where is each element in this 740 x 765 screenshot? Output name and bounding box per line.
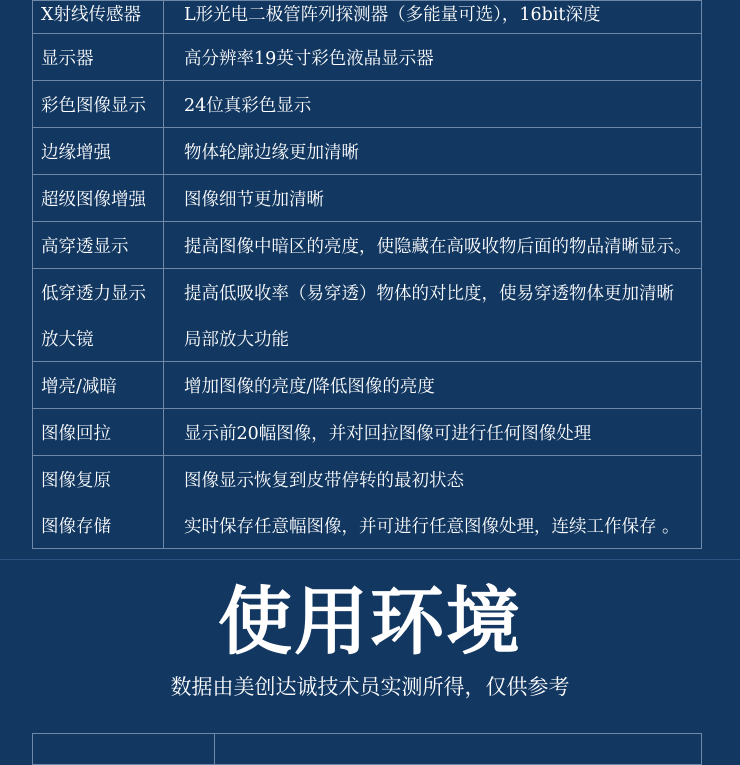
spec-key: 图像回拉 [33, 409, 164, 456]
spec-value: 图像细节更加清晰 [164, 175, 702, 222]
table-row [33, 128, 702, 175]
table-row [33, 409, 702, 456]
table-row [33, 34, 702, 81]
spec-value: 提高图像中暗区的亮度，使隐藏在高吸收物后面的物品清晰显示。 [164, 222, 702, 269]
spec-key: 增亮/减暗 [33, 362, 164, 409]
spec-value: 24位真彩色显示 [164, 81, 702, 128]
section-subtitle: 数据由美创达诚技术员实测所得，仅供参考 [170, 675, 570, 699]
spec-value: 局部放大功能 [164, 315, 702, 362]
spec-value: 实时保存任意幅图像，并可进行任意图像处理，连续工作保存 。 [164, 502, 702, 549]
section-title: 使用环境 [218, 579, 522, 665]
spec-key: 放大镜 [33, 315, 164, 362]
spec-value: 显示前20幅图像，并对回拉图像可进行任何图像处理 [164, 409, 702, 456]
spec-key: 彩色图像显示 [33, 81, 164, 128]
spec-key: 超级图像增强 [33, 175, 164, 222]
spec-key: 显示器 [33, 34, 164, 81]
spec-key: 图像复原 [33, 456, 164, 503]
spec-key: 边缘增强 [33, 128, 164, 175]
spec-value: 物体轮廓边缘更加清晰 [164, 128, 702, 175]
environment-table [32, 733, 702, 765]
table-row [33, 81, 702, 128]
table-row [33, 222, 702, 269]
spec-value: L形光电二极管阵列探测器（多能量可选），16bit深度 [164, 1, 702, 34]
spec-key: 高穿透显示 [33, 222, 164, 269]
table-row [33, 175, 702, 222]
spec-key: 低穿透力显示 [33, 269, 164, 316]
table-row [33, 502, 702, 549]
spec-table [32, 0, 702, 549]
spec-value: 图像显示恢复到皮带停转的最初状态 [164, 456, 702, 503]
table-row [33, 456, 702, 503]
environment-cell [33, 734, 215, 765]
table-row [33, 269, 702, 316]
section-divider [0, 559, 740, 560]
spec-value: 高分辨率19英寸彩色液晶显示器 [164, 34, 702, 81]
table-row [33, 734, 702, 765]
spec-value: 增加图像的亮度/降低图像的亮度 [164, 362, 702, 409]
table-row [33, 1, 702, 34]
spec-value: 提高低吸收率（易穿透）物体的对比度，使易穿透物体更加清晰 [164, 269, 702, 316]
environment-cell [215, 734, 702, 765]
table-row [33, 315, 702, 362]
table-row [33, 362, 702, 409]
spec-key: 图像存储 [33, 502, 164, 549]
spec-key: X射线传感器 [33, 1, 164, 34]
